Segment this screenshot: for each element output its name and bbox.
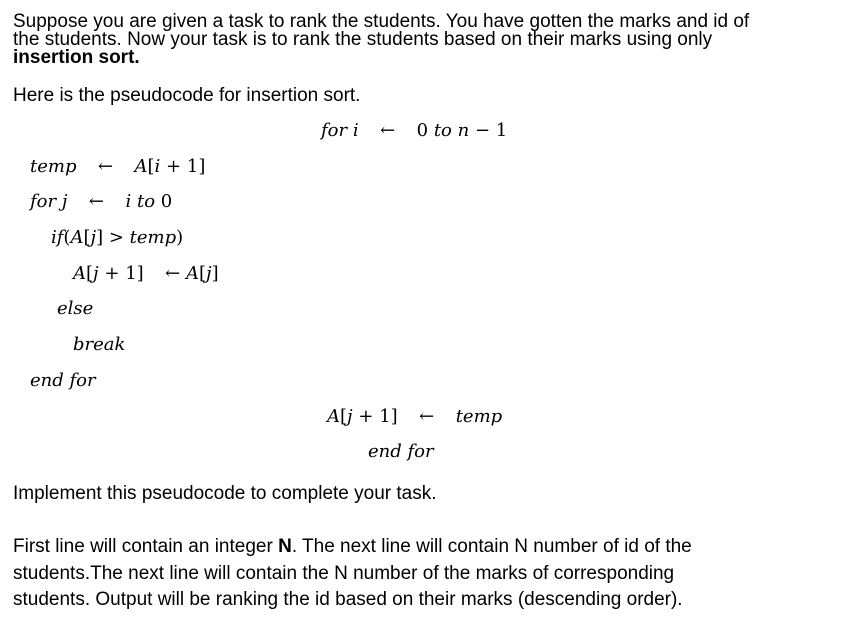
pseudocode-end-outer [368,441,434,462]
array-a: A [70,227,84,248]
bracket-open: [ [340,406,348,427]
kw-end-for: end for [368,441,434,462]
kw-to: to [136,191,156,212]
pseudocode-place [327,406,502,427]
var-temp: temp [129,227,177,248]
io-description [13,534,692,614]
var-n: n [457,120,470,141]
pseudocode-if [51,227,183,248]
bracket-open: [ [198,263,206,284]
pseudocode-temp-assign [30,156,205,177]
pseudocode-outer-loop [321,120,507,141]
end-value: 1 [495,120,508,141]
var-j: j [347,406,353,427]
pseudocode-shift [73,263,219,284]
assign-arrow: ← [88,191,104,212]
minus-sign: − [474,120,491,141]
kw-to: to [433,120,452,141]
intro-line-1: Suppose you are given a task to rank the students. You have gotten the marks and id of [13,11,750,32]
bracket-close: ] [96,227,104,248]
array-a: A [134,156,148,177]
bracket-open: [ [86,263,94,284]
array-a: A [185,263,199,284]
one: 1 [379,406,391,427]
io-line-1-pre: First line will contain an integer [13,536,279,557]
var-j: j [206,263,212,284]
plus-sign: + [104,263,120,284]
assign-arrow: ← [165,263,181,284]
assign-arrow: ← [380,120,396,141]
one: 1 [186,156,199,177]
bracket-close: ] [390,406,398,427]
bracket-open: [ [83,227,91,248]
var-temp: temp [455,406,503,427]
io-line-1 [13,534,692,561]
io-var-n: N [278,536,292,557]
bracket-close: ] [198,156,206,177]
start-value: 0 [416,120,429,141]
bracket-open: [ [147,156,155,177]
var-j: j [93,263,99,284]
intro-bold-term: insertion sort. [13,47,140,68]
var-j: j [61,191,68,212]
intro-line-2: the students. Now your task is to rank the students based on their marks using only [13,29,713,50]
one: 1 [125,263,137,284]
pseudocode-else [57,298,93,319]
pseudocode-break [73,334,125,355]
paren-open: ( [63,227,71,248]
kw-break: break [73,334,126,355]
implement-text: Implement this pseudocode to complete your task. [13,483,437,504]
array-a: A [327,406,340,427]
end-zero: 0 [160,191,173,212]
plus-sign: + [166,156,182,177]
var-j: j [90,227,97,248]
var-i: i [352,120,359,141]
assign-arrow: ← [97,156,114,177]
pseudocode-inner-loop [30,191,172,212]
pseudocode-intro: Here is the pseudocode for insertion sort. [13,85,361,106]
kw-if: if [51,227,64,248]
bracket-close: ] [211,263,219,284]
kw-for: for [321,120,348,141]
assign-arrow: ← [419,406,435,427]
io-line-3: students. Output will be ranking the id based on their marks (descending order). [13,589,683,610]
io-line-1-post: . The next line will contain N number of id of the [291,536,692,557]
kw-end-for: end for [30,370,96,391]
paren-close: ) [176,227,184,248]
var-temp: temp [30,156,77,177]
greater-than: > [108,227,124,248]
kw-else: else [57,298,94,319]
array-a: A [73,263,86,284]
pseudocode-end-inner [30,370,96,391]
io-line-2: students.The next line will contain the N number of the marks of corresponding [13,562,675,584]
start-i: i [125,191,132,212]
bracket-close: ] [136,263,144,284]
intro-paragraph [13,13,749,67]
var-i: i [154,156,161,177]
intro-line-3 [13,49,749,67]
plus-sign: + [358,406,374,427]
kw-for: for [30,191,57,212]
